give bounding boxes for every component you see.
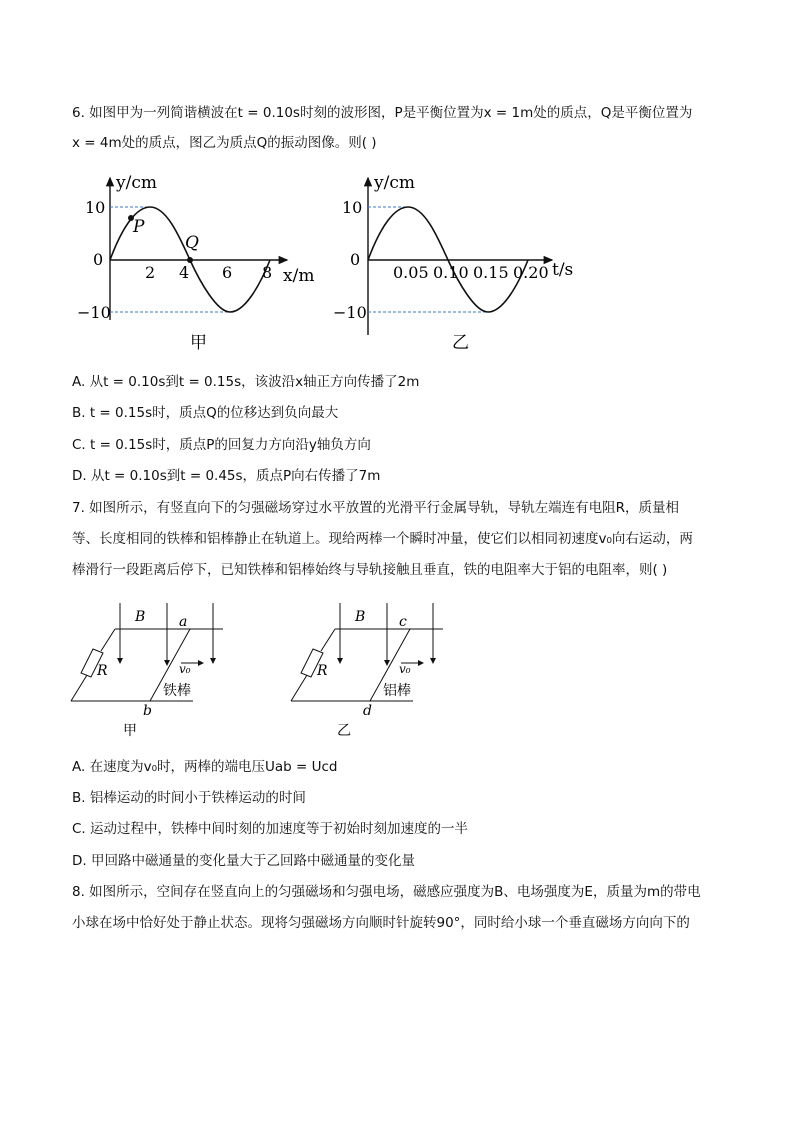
- y-tick-neg10: −10: [77, 303, 111, 322]
- y-tick-0: 0: [93, 250, 104, 269]
- field-label: B: [135, 609, 146, 625]
- t-tick-005: 0.05: [393, 263, 429, 282]
- y-tick-neg10: −10: [333, 303, 367, 322]
- resistor-label: R: [317, 663, 328, 679]
- end-a-label: a: [179, 614, 188, 630]
- figure-caption-yi: 乙: [337, 723, 351, 739]
- t-tick-015: 0.15: [473, 263, 509, 282]
- figure-caption-yi: 乙: [452, 333, 469, 353]
- rod-label: 铝棒: [383, 683, 411, 699]
- y-axis-label: y/cm: [116, 173, 157, 193]
- t-axis-label: t/s: [552, 260, 574, 280]
- q6-option-d: D. 从t = 0.10s到t = 0.45s，质点P向右传播了7m: [72, 468, 381, 484]
- figure-caption-jia: 甲: [190, 333, 207, 353]
- q7-stem-line3: 棒滑行一段距离后停下，已知铁棒和铝棒始终与导轨接触且垂直，铁的电阻率大于铝的电阻率，则( ): [72, 562, 668, 578]
- q6-option-b: B. t = 0.15s时，质点Q的位移达到负向最大: [72, 405, 339, 421]
- t-tick-010: 0.10: [433, 263, 469, 282]
- x-tick-6: 6: [222, 263, 233, 282]
- q6-figure-vibration: [330, 170, 590, 360]
- q7-figure-aluminum: [285, 595, 460, 745]
- end-d-label: d: [363, 703, 372, 719]
- q8-stem-line1: 8. 如图所示，空间存在竖直向上的匀强磁场和匀强电场，磁感应强度为B、电场强度为E，质量为m的带电: [72, 884, 701, 900]
- q6-figure-wave: [75, 170, 335, 360]
- y-axis-label: y/cm: [374, 173, 415, 193]
- q7-option-a: A. 在速度为v₀时，两棒的端电压Uab = Ucd: [72, 759, 338, 775]
- resistor-label: R: [97, 663, 108, 679]
- x-tick-4: 4: [179, 263, 190, 282]
- velocity-label: v₀: [179, 662, 191, 676]
- q6-option-a: A. 从t = 0.10s到t = 0.15s，该波沿x轴正方向传播了2m: [72, 374, 420, 390]
- rod-label: 铁棒: [163, 683, 191, 699]
- y-tick-0: 0: [350, 250, 361, 269]
- x-tick-8: 8: [262, 263, 273, 282]
- y-tick-10: 10: [342, 198, 363, 217]
- velocity-label: v₀: [399, 662, 411, 676]
- q8-stem-line2: 小球在场中恰好处于静止状态。现将匀强磁场方向顺时针旋转90°，同时给小球一个垂直磁场方向向下的: [72, 915, 690, 931]
- figure-caption-jia: 甲: [123, 723, 137, 739]
- end-b-label: b: [143, 703, 152, 719]
- y-tick-10: 10: [85, 198, 106, 217]
- field-label: B: [355, 609, 366, 625]
- q6-stem-line2: x = 4m处的质点，图乙为质点Q的振动图像。则( ): [72, 135, 377, 151]
- q7-option-b: B. 铝棒运动的时间小于铁棒运动的时间: [72, 790, 306, 806]
- end-c-label: c: [399, 614, 407, 630]
- t-tick-020: 0.20: [513, 263, 549, 282]
- q7-figure-iron: [65, 595, 240, 745]
- q6-stem-line1: 6. 如图甲为一列简谐横波在t = 0.10s时刻的波形图，P是平衡位置为x = 1m处的质点，Q是平衡位置为: [72, 105, 693, 121]
- q7-option-c: C. 运动过程中，铁棒中间时刻的加速度等于初始时刻加速度的一半: [72, 821, 469, 837]
- point-p-label: P: [133, 217, 145, 237]
- point-q-label: Q: [185, 233, 199, 253]
- q7-stem-line2: 等、长度相同的铁棒和铝棒静止在轨道上。现给两棒一个瞬时冲量，使它们以相同初速度v₀向右运动，两: [72, 531, 693, 547]
- q7-stem-line1: 7. 如图所示，有竖直向下的匀强磁场穿过水平放置的光滑平行金属导轨，导轨左端连有电阻R，质量相: [72, 500, 680, 516]
- x-axis-label: x/m: [283, 266, 315, 286]
- q6-option-c: C. t = 0.15s时，质点P的回复力方向沿y轴负方向: [72, 437, 371, 453]
- q7-option-d: D. 甲回路中磁通量的变化量大于乙回路中磁通量的变化量: [72, 853, 415, 869]
- x-tick-2: 2: [145, 263, 156, 282]
